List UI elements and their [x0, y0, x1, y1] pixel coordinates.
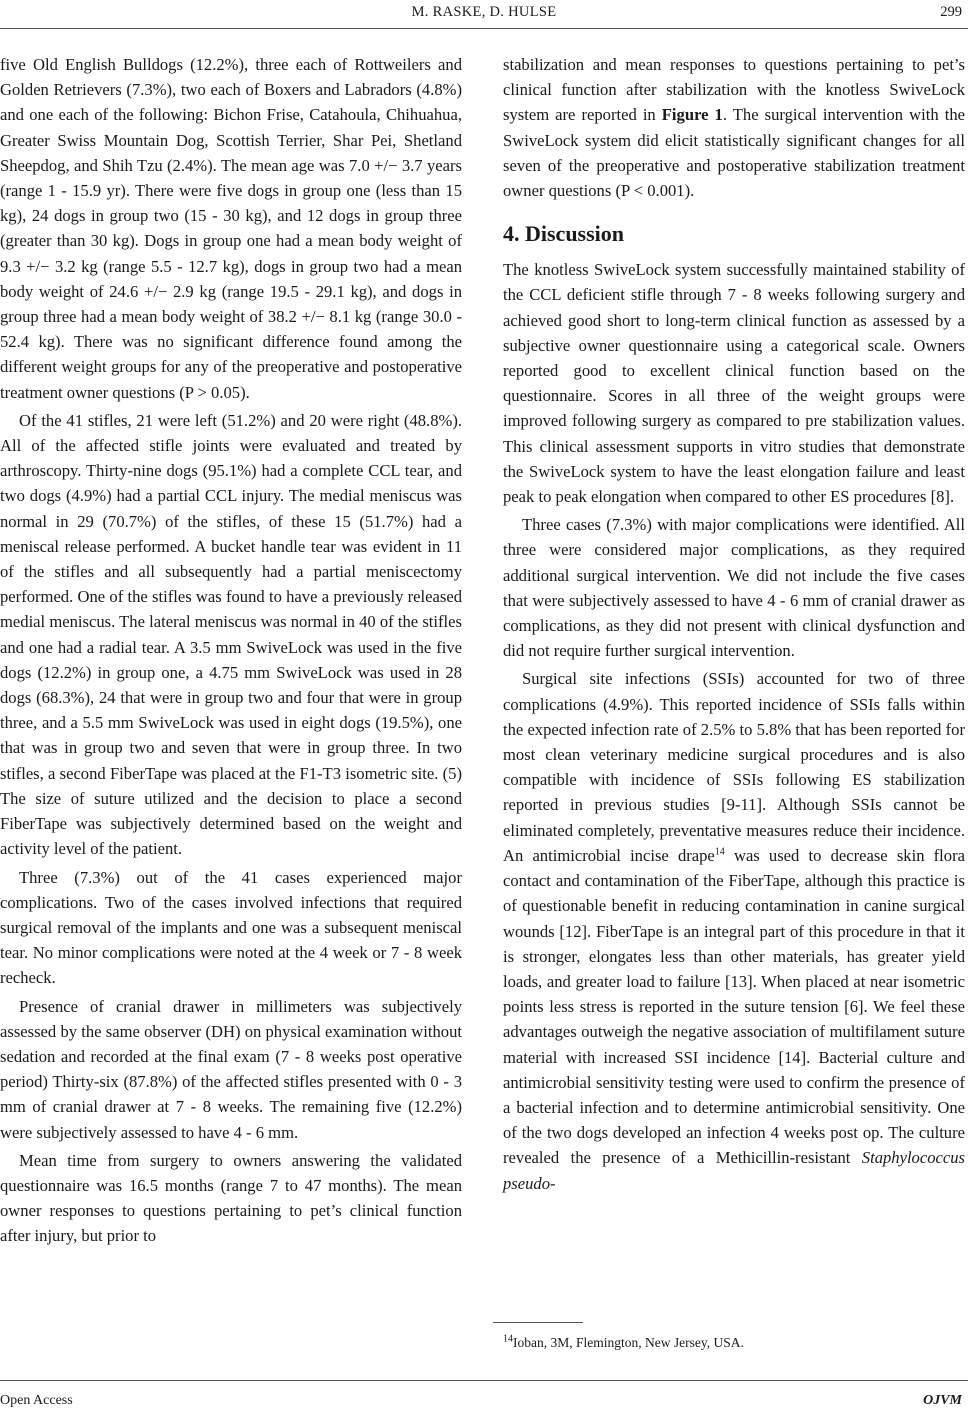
footnote-number: 14	[503, 1333, 513, 1345]
body-paragraph: Of the 41 stifles, 21 were left (51.2%) and 20 were right (48.8%). All of the affected stifle joints were evaluated and treated by arthroscopy. Thirty-nine dogs (95.1%) had a complete CCL tear, and two dogs (4.9%) had a partial CCL injury. The medial meniscus was normal in 29 (70.7%) of the stifles, of these 15 (51.7%) had a meniscal release performed. A bucket handle tear was evident in 11 of the stifles and all subsequently had a partial meniscectomy performed. One of the stifles was found to have a previously released medial meniscus. The lateral meniscus was normal in 40 of the stifles and one had a radial tear. A 3.5 mm SwiveLock was used in the five dogs (12.2%) in group one, a 4.75 mm SwiveLock was used in 28 dogs (68.3%), 24 that were in group two and four that were in group three, and a 5.5 mm SwiveLock was used in eight dogs (19.5%), one that was in group two and seven that were in group three. In two stifles, a second FiberTape was placed at the F1-T3 isometric site. (5) The size of suture utilized and the decision to place a second FiberTape was subjectively determined based on the weight and activity level of the patient.	[0, 410, 462, 859]
text-run: was used to decrease skin flora contact and contamination of the FiberTape, although this practice is of questionable benefit in reducing contamination in canine surgical wounds [12]. FiberTape is an integral part of this procedure in that it is stronger, elongates less than other materials, has greater yield loads, and greater load to failure [13]. When placed at near isometric points less stress is reported in the suture tension [6]. We feel these advantages outweigh the negative association of multifilament suture material with increased SSI incidence [14]. Bacterial culture and antimicrobial sensitivity testing were used to confirm the presence of a bacterial infection and to determine antimicrobial sensitivity. One of the two dogs developed an infection 4 weeks post op. The culture revealed the presence of a Methicillin-resistant	[503, 845, 965, 1168]
page-number: 299	[940, 4, 962, 20]
body-paragraph: The knotless SwiveLock system successfully maintained stability of the CCL deficient stifle through 7 - 8 weeks following surgery and achieved good short to long-term clinical function as assessed by a subjective owner questionnaire using a categorical scale. Owners reported good to excellent clinical function based on the questionnaire. Scores in all three of the weight groups were improved following surgery as compared to pre stabilization values. This clinical assessment supports in vitro studies that demonstrate the SwiveLock system to have the least elongation failure and least peak to peak elongation when compared to other ES procedures [8].	[503, 260, 965, 507]
left-column	[0, 52, 462, 1249]
body-paragraph: Three cases (7.3%) with major complications were identified. All three were considered major complications, as they required additional surgical intervention. We did not include the five cases that were subjectively assessed to have 4 - 6 mm of cranial drawer as complications, as they did not present with clinical dysfunction and did not require further surgical intervention.	[503, 515, 965, 661]
footer-open-access: Open Access	[0, 1393, 73, 1408]
body-paragraph	[503, 52, 965, 203]
body-paragraph: Mean time from surgery to owners answering the validated questionnaire was 16.5 months (range 7 to 47 months). The mean owner responses to questions pertaining to pet’s clinical function after injury, but prior to	[0, 1150, 462, 1246]
species-name: Staphylococcus pseudo-	[503, 1148, 965, 1193]
body-paragraph	[503, 666, 965, 1195]
running-head-authors: M. RASKE, D. HULSE	[411, 4, 557, 20]
body-paragraph: Three (7.3%) out of the 41 cases experienced major complications. Two of the cases involved infections that required surgical removal of the implants and one was a subsequent meniscal tear. No minor complications were noted at the 4 week or 7 - 8 week recheck.	[0, 867, 462, 988]
text-run: Surgical site infections (SSIs) accounted for two of three complications (4.9%). This reported incidence of SSIs falls within the expected infection rate of 2.5% to 5.8% that has been reported for most clean veterinary medicine surgical procedures and is also compatible with incidence of SSIs following ES stabilization reported in previous studies [9-11]. Although SSIs cannot be eliminated completely, preventative measures reduce their incidence. An antimicrobial incise drape	[503, 669, 965, 865]
body-paragraph: Presence of cranial drawer in millimeters was subjectively assessed by the same observer (DH) on physical examination without sedation and recorded at the final exam (7 - 8 weeks post operative period) Thirty-six (87.8%) of the affected stifles presented with 0 - 3 mm of cranial drawer at 7 - 8 weeks. The remaining five (12.2%) were subjectively assessed to have 4 - 6 mm.	[0, 996, 462, 1142]
figure-reference-link[interactable]: Figure 1	[661, 105, 723, 125]
text-run: stabilization and mean responses to questions pertaining to pet’s clinical function after stabilization with the knotless SwiveLock system are reported in	[503, 55, 965, 125]
footnote-divider	[493, 1322, 583, 1323]
section-heading: 4. Discussion	[503, 221, 625, 247]
text-run: . The surgical intervention with the SwiveLock system did elicit statistically significant changes for all seven of the preoperative and postoperative stabilization treatment owner questions (P < 0.001).	[503, 105, 965, 201]
footnote-marker[interactable]: 14	[714, 846, 725, 858]
footer-divider	[0, 1380, 968, 1381]
page-header	[0, 0, 968, 40]
footnote	[503, 1335, 744, 1351]
body-paragraph: five Old English Bulldogs (12.2%), three each of Rottweilers and Golden Retrievers (7.3%), two each of Boxers and Labradors (4.8%) and one each of the following: Bichon Frise, Catahoula, Chihuahua, Greater Swiss Mountain Dog, Scottish Terrier, Shar Pei, Shetland Sheepdog, and Shih Tzu (2.4%). The mean age was 7.0 +/− 3.7 years (range 1 - 15.9 yr). There were five dogs in group one (less than 15 kg), 24 dogs in group two (15 - 30 kg), and 12 dogs in group three (greater than 30 kg). Dogs in group one had a mean body weight of 9.3 +/− 3.2 kg (range 5.5 - 12.7 kg), dogs in group two had a mean body weight of 24.6 +/− 2.9 kg (range 19.5 - 29.1 kg), and dogs in group three had a mean body weight of 38.2 +/− 8.1 kg (range 30.0 - 52.4 kg). There was no significant difference found among the different weight groups for any of the preoperative and postoperative treatment owner questions (P > 0.05).	[0, 55, 462, 402]
right-column	[503, 52, 965, 1196]
footnote-text: Ioban, 3M, Flemington, New Jersey, USA.	[513, 1335, 744, 1350]
header-divider	[0, 28, 968, 29]
footer-journal-abbrev: OJVM	[923, 1393, 962, 1408]
